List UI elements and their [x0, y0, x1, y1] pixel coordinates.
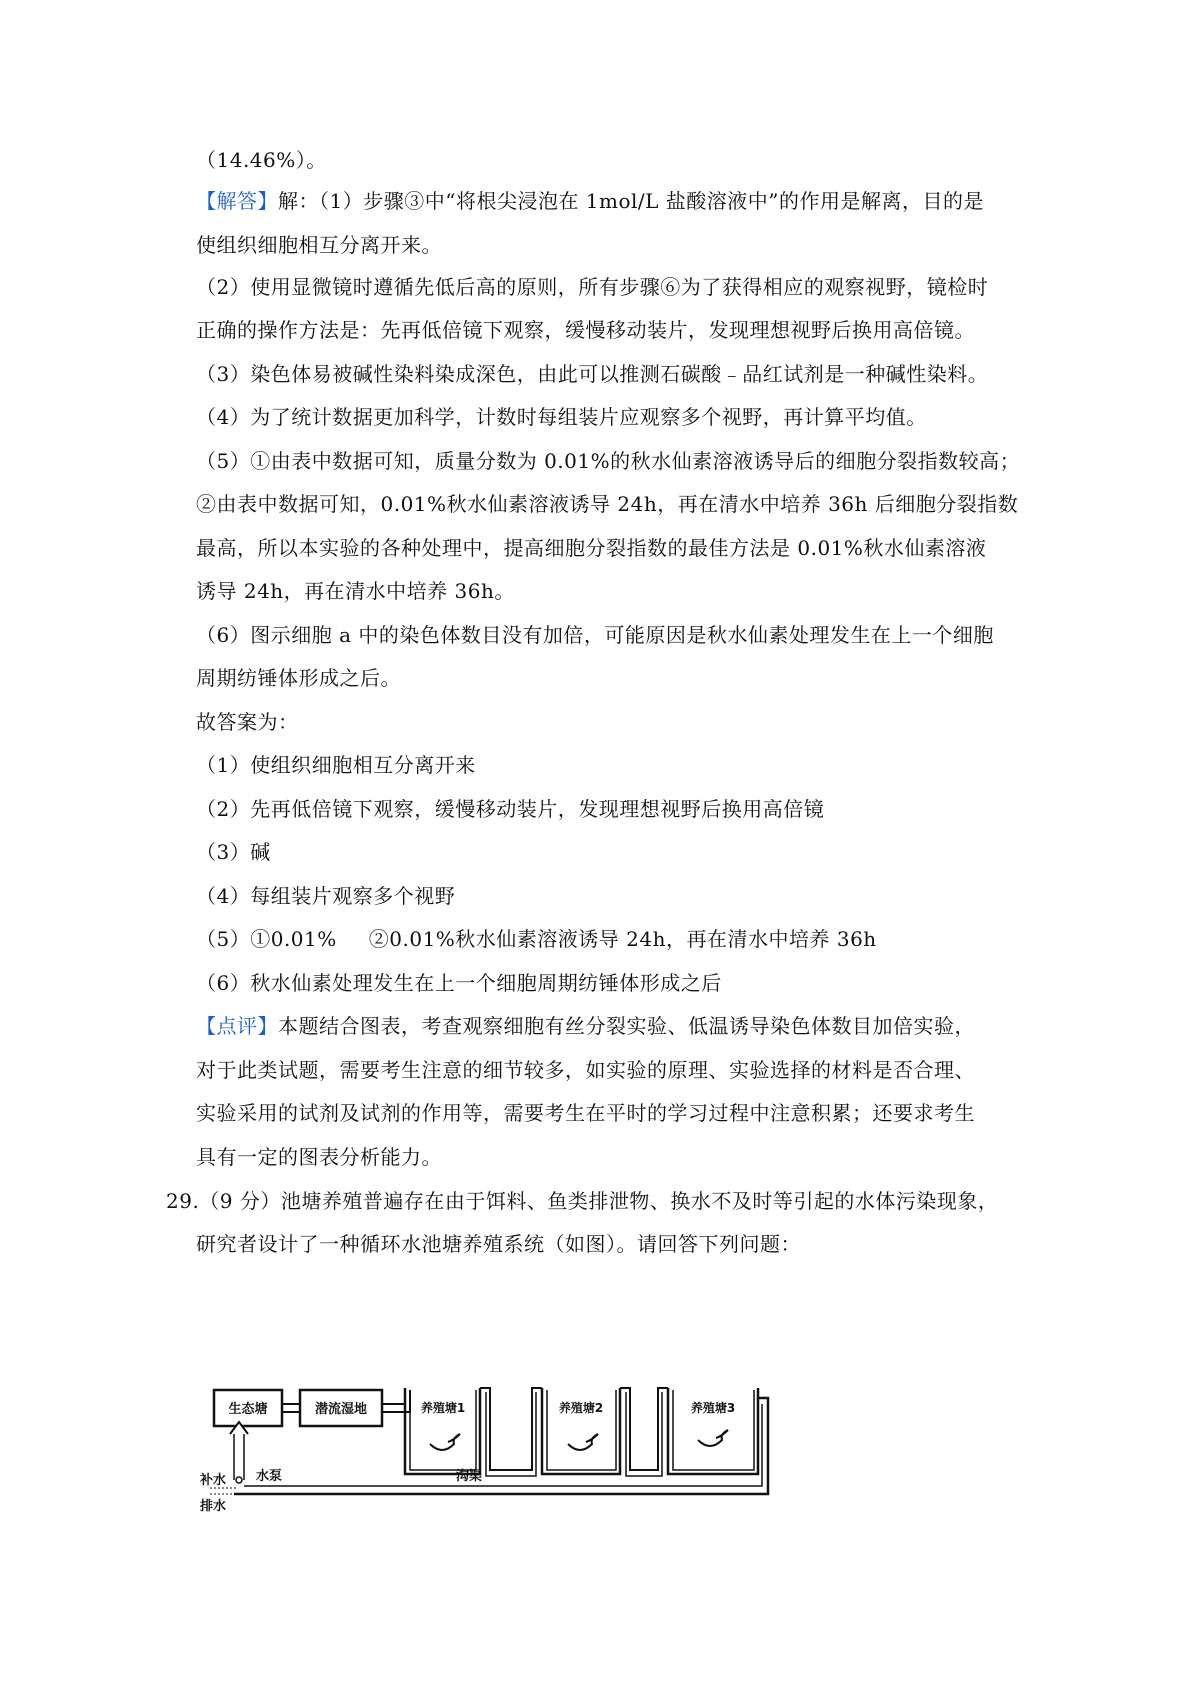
- final-answer-5-part2: ②0.01%秋水仙素溶液诱导 24h，再在清水中培养 36h: [368, 927, 877, 951]
- answer-line-2a: （2）使用显微镜时遵循先低后高的原则，所有步骤⑥为了获得相应的观察视野，镜检时: [196, 275, 989, 299]
- pipe-2-3: [620, 1388, 668, 1470]
- answer-line-5a: （5）①由表中数据可知，质量分数为 0.01%的秋水仙素溶液诱导后的细胞分裂指数较高；: [196, 449, 1021, 473]
- fish-icon: [430, 1434, 460, 1450]
- answer-line-4: （4）为了统计数据更加科学，计数时每组装片应观察多个视野，再计算平均值。: [196, 405, 927, 429]
- answer-line-2b: 正确的操作方法是：先再低倍镜下观察，缓慢移动装片，发现理想视野后换用高倍镜。: [196, 318, 975, 342]
- final-answer-3: （3）碱: [196, 840, 271, 864]
- comment-line-1: 本题结合图表，考查观察细胞有丝分裂实验、低温诱导染色体数目加倍实验，: [278, 1014, 975, 1038]
- fish-icon: [568, 1434, 598, 1450]
- answer-line-5b: ②由表中数据可知，0.01%秋水仙素溶液诱导 24h，再在清水中培养 36h 后细胞分裂指数: [196, 492, 1019, 516]
- label-supply: 补水: [200, 1473, 227, 1488]
- question-29-line-1: 29.（9 分）池塘养殖普遍存在由于饵料、鱼类排泄物、换水不及时等引起的水体污染现象，: [166, 1189, 999, 1213]
- final-answer-6: （6）秋水仙素处理发生在上一个细胞周期纺锤体形成之后: [196, 971, 722, 995]
- connector-eco-wetland: [282, 1404, 300, 1412]
- label-channel: 沟渠: [456, 1469, 483, 1484]
- fish-icon: [698, 1430, 728, 1446]
- pond-system-diagram: [200, 1384, 780, 1514]
- question-29-line-2: 研究者设计了一种循环水池塘养殖系统（如图）。请回答下列问题：: [196, 1232, 801, 1256]
- answer-line-1b: 使组织细胞相互分离开来。: [196, 233, 442, 257]
- answer-tag: 【解答】: [196, 189, 278, 213]
- answer-line-6b: 周期纺锤体形成之后。: [196, 666, 401, 690]
- final-answer-2: （2）先再低倍镜下观察，缓慢移动装片，发现理想视野后换用高倍镜: [196, 797, 825, 821]
- pump-icon: [236, 1477, 242, 1483]
- label-pond-3: 养殖塘3: [690, 1401, 736, 1415]
- final-answer-intro: 故答案为：: [196, 710, 299, 734]
- label-pond-2: 养殖塘2: [558, 1401, 604, 1415]
- label-eco-pond: 生态塘: [228, 1402, 268, 1417]
- answer-intro: 解：（1）步骤③中“将根尖浸泡在 1mol/L 盐酸溶液中”的作用是解离，目的是: [278, 189, 985, 213]
- comment-line-4: 具有一定的图表分析能力。: [196, 1145, 442, 1169]
- final-answer-4: （4）每组装片观察多个视野: [196, 884, 456, 908]
- comment-line-3: 实验采用的试剂及试剂的作用等，需要考生在平时的学习过程中注意积累；还要求考生: [196, 1101, 975, 1125]
- comment-paragraph: [196, 1012, 975, 1040]
- top-line: （14.46%）。: [196, 148, 327, 172]
- label-wetland: 潜流湿地: [314, 1402, 368, 1417]
- final-answer-5-part1: （5）①0.01%: [196, 927, 337, 951]
- arrow-head-icon: [230, 1422, 248, 1434]
- label-pond-1: 养殖塘1: [420, 1401, 466, 1415]
- final-answer-1: （1）使组织细胞相互分离开来: [196, 753, 476, 777]
- answer-paragraph-1: [196, 187, 984, 215]
- answer-line-3: （3）染色体易被碱性染料染成深色，由此可以推测石碳酸﹣品红试剂是一种碱性染料。: [196, 362, 989, 386]
- answer-line-5c: 最高，所以本实验的各种处理中，提高细胞分裂指数的最佳方法是 0.01%秋水仙素溶液: [196, 536, 987, 560]
- label-drain: 排水: [200, 1499, 227, 1514]
- answer-line-6a: （6）图示细胞 a 中的染色体数目没有加倍，可能原因是秋水仙素处理发生在上一个细胞: [196, 623, 994, 647]
- pipe-1-2: [480, 1388, 542, 1470]
- final-answer-5: [196, 925, 877, 953]
- comment-line-2: 对于此类试题，需要考生注意的细节较多，如实验的原理、实验选择的材料是否合理、: [196, 1058, 975, 1082]
- answer-line-5d: 诱导 24h，再在清水中培养 36h。: [196, 579, 515, 603]
- comment-tag: 【点评】: [196, 1014, 278, 1038]
- label-pump: 水泵: [256, 1469, 283, 1484]
